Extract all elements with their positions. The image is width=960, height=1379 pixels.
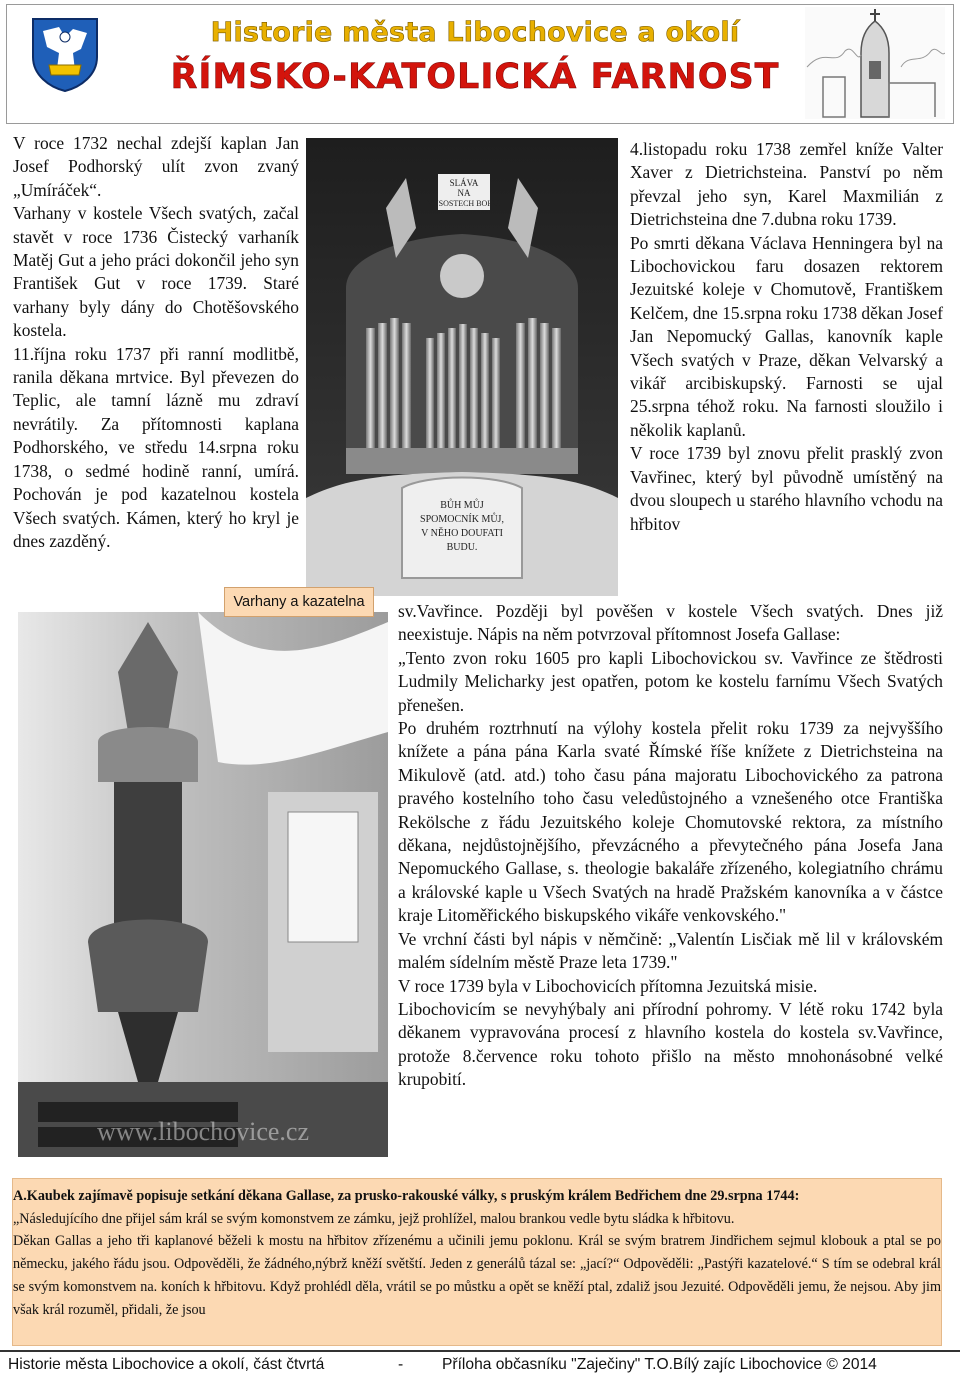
footer-left: Historie města Libochovice a okolí, část čtvrtá (8, 1356, 325, 1373)
footer-separator: - (398, 1356, 404, 1373)
paragraph: „Tento zvon roku 1605 pro kapli Libochovickou sv. Vavřince ze štědrosti Ludmily Melicharky jest opatřen, potom ke kostelu farnímu Všech Svatých přenešen. (398, 647, 943, 715)
page-footer (0, 1350, 960, 1379)
pulpit-inscription: BUDU. (446, 542, 478, 553)
info-box-lead: A.Kaubek zajímavě popisuje setkání děkana Gallase, za prusko-rakouské války, s pruským králem Bedřichem dne 29.srpna 1744: (13, 1188, 800, 1204)
paragraph: V roce 1732 nechal zdejší kaplan Jan Josef Podhorský ulít zvon zvaný „Umíráček“. (13, 133, 299, 200)
paragraph: sv.Vavřince. Později byl pověšen v kostele Všech svatých. Dnes již neexistuje. Nápis na něm potvrzoval přítomnost Josefa Gallase: (398, 601, 943, 645)
town-crest-icon (29, 13, 101, 93)
paragraph: „Následujícího dne přijel sám král se svým komonstvem ze zámku, jejž prohlížel, malou brankou vedle bytu sládka k hřbitovu. (13, 1210, 735, 1227)
paragraph: V roce 1739 byl znovu přelit prasklý zvon Vavřinec, který byl původně umístěný na dvou sloupech u starého hlavního vchodu na hřbitov (630, 443, 943, 534)
organ-inscription-top: VYSOSTECH BOHU. (427, 199, 501, 208)
paragraph: Po smrti děkana Václava Henningera byl na Libochovickou faru dosazen rektorem Jezuitské koleje v Chomutově, Františkem Kelčem, dne 15.srpna roku 1738 děkan Josef Jan Nepomucký Gallas, kanovník kaple Všech svatých v Praze, děkan Velvarský a vikář arcibiskupský. Farnosti se ujal 25.srpna téhož roku. Na farnosti sloužilo i několik kaplanů. (630, 232, 943, 440)
page-header (6, 4, 954, 124)
paragraph: Děkan Gallas a jeho tři kaplanové běželi k mostu na hřbitov zřízenému a učinili jemu poklonu. Král se svým bratrem Jindřichem sejmul klobouk a ptal se po německu, jakého řádu jsou. Odpověděli, že žádného,nýbrž kněží světští. Jeden z generálů tázal se: „jací?“ Odpověděli: „Pastýři kazatelové.“ S tím se odebral král se svým komonstvem na. koních k hřbitovu. Když prohlédl děla, vrátil se po můstku a opět se kněží ptal, zdaliž jsou Jezuité. Odpověděli jemu, že nejsou. Aby jim však král rozuměl, přidali, že jsou (13, 1233, 941, 1318)
right-column (630, 138, 943, 536)
pulpit-photo (18, 612, 388, 1157)
pulpit-inscription: SPOMOCNÍK MŮJ, (420, 514, 504, 525)
paragraph: 4.listopadu roku 1738 zemřel kníže Valter Xaver z Dietrichsteina. Panství po něm převzal jeho syn, Karel Maxmilián z Dietrichsteina dne 7.dubna roku 1739. (630, 139, 943, 230)
paragraph: V roce 1739 byla v Libochovicích přítomna Jezuitská misie. (398, 975, 818, 996)
organ-inscription-top: NA (457, 188, 471, 198)
paragraph: Po druhém roztrhnutí na výlohy kostela přelit roku 1739 za nejvyššího knížete a pána pána Karla svaté Římské říše knížete z Dietrichsteina na Mikulově (atd. atd.) toho času pána majoratu Libochovického za patrona pravého kostelního toho času veledůstojného a vznešeného otce Františka Rekölsche z řádu Jezuitského koleje Chomutovské rektora, za místního děkana, nejdůstojnějšího, převzácného a převytečného pána Josefa Jana Nepomuckého Gallase, s. theologie bakaláře zřízeného, kolegiatního chrámu a královské kaple u Všech Svatých na hradě Pražském kanovníka a v částce kraje Litoměřického biskupského vikáře venkovského." (398, 718, 943, 926)
paragraph: 11.října roku 1737 při ranní modlitbě, ranila děkana mrtvice. Byl převezen do Teplic, ale tamní lázně mu zdraví nevrátily. Za přítomnosti kaplana Podhorského, ve středu 14.srpna roku 1738, o sedmé hodině ranní, umírá. Pochován je pod kazatelnou kostela Všech svatých. Kámen, který ho kryl je dnes zazděný. (13, 343, 299, 551)
organ-inscription-top: SLÁVA (449, 178, 479, 188)
header-title: Historie města Libochovice a okolí (210, 17, 740, 48)
footer-right: Příloha občasníku "Zaječiny" T.O.Bílý zajíc Libochovice © 2014 (442, 1356, 877, 1373)
photo-watermark: www.libochovice.cz (96, 1117, 310, 1146)
pulpit-inscription: BŮH MŮJ (440, 500, 484, 511)
photo-caption: Varhany a kazatelna (224, 587, 374, 617)
paragraph: Varhany v kostele Všech svatých, začal stavět v roce 1736 Čistecký varhaník Matěj Gut a jeho práci dokončil jeho syn František Gut v roce 1739. Staré varhany byly dány do Chotěšovského kostela. (13, 203, 299, 341)
paragraph: Libochovicím se nevyhýbaly ani přírodní pohromy. V létě roku 1742 byla děkanem vypravována procesí z hlavního kostela do kostela sv.Vavřince, protože 8.července roku tohoto přišlo na město mnohonásobné velké krupobití. (398, 998, 943, 1090)
info-box (12, 1178, 942, 1346)
left-column (13, 132, 299, 553)
wide-column (398, 600, 943, 1092)
pulpit-inscription: V NĚHO DOUFATI (421, 528, 503, 539)
church-tower-icon (805, 7, 945, 119)
header-subtitle: ŘÍMSKO-KATOLICKÁ FARNOST (170, 57, 780, 97)
organ-photo (306, 138, 618, 596)
paragraph: Ve vrchní části byl nápis v němčině: „Valentín Lisčiak mě lil v královském malém sídelním městě Praze leta 1739." (398, 928, 943, 973)
